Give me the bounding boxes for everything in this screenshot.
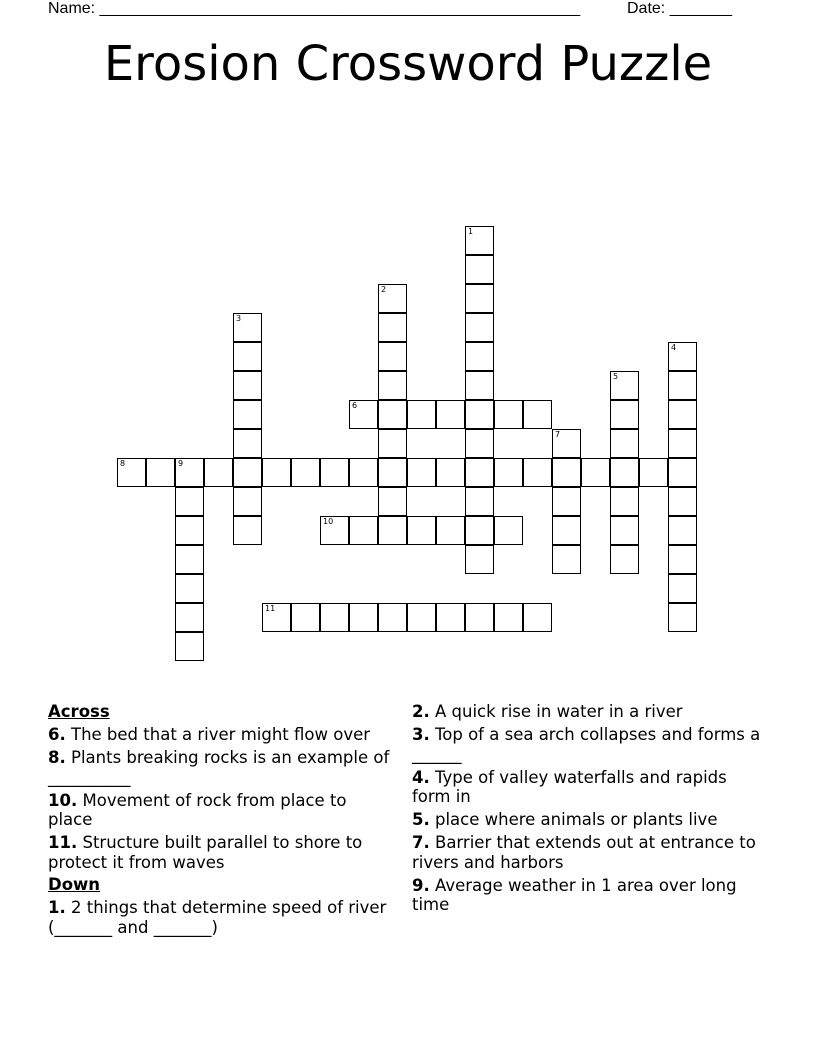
crossword-cell[interactable] (465, 371, 494, 400)
clue-down-5 (412, 810, 762, 830)
crossword-cell[interactable] (465, 313, 494, 342)
clue-number: 4. (412, 767, 430, 787)
crossword-cell[interactable] (407, 516, 436, 545)
crossword-cell[interactable] (233, 429, 262, 458)
crossword-cell[interactable] (668, 516, 697, 545)
clue-text: Top of a sea arch collapses and forms a ______ (412, 725, 761, 764)
crossword-cell[interactable] (465, 429, 494, 458)
clue-number: 1. (48, 898, 66, 917)
crossword-cell[interactable] (668, 371, 697, 400)
crossword-cell[interactable] (349, 516, 378, 545)
across-heading: Across (48, 702, 110, 721)
clue-down-4 (412, 768, 762, 807)
clue-text: 2 things that determine speed of river (_______ and _______) (48, 898, 387, 937)
crossword-cell[interactable] (494, 400, 523, 429)
crossword-cell[interactable] (204, 458, 233, 487)
clue-text: Structure built parallel to shore to protect it from waves (48, 833, 363, 872)
crossword-cell[interactable] (378, 458, 407, 487)
crossword-cell[interactable] (378, 400, 407, 429)
crossword-cell[interactable] (378, 284, 407, 313)
crossword-cell[interactable] (233, 400, 262, 429)
crossword-cell[interactable] (233, 458, 262, 487)
cell-number: 1 (468, 227, 474, 236)
crossword-cell[interactable] (465, 255, 494, 284)
crossword-cell[interactable] (378, 516, 407, 545)
crossword-cell[interactable] (552, 458, 581, 487)
crossword-cell[interactable] (668, 545, 697, 574)
cell-number: 7 (555, 430, 561, 439)
crossword-cell[interactable] (465, 603, 494, 632)
crossword-cell[interactable] (175, 458, 204, 487)
crossword-cell[interactable] (349, 458, 378, 487)
crossword-cell[interactable] (523, 400, 552, 429)
cell-number: 9 (178, 459, 184, 468)
crossword-cell[interactable] (668, 400, 697, 429)
clue-down-7 (412, 833, 762, 872)
cell-number: 4 (671, 343, 677, 352)
crossword-cell[interactable] (349, 603, 378, 632)
cell-number: 6 (352, 401, 358, 410)
crossword-cell[interactable] (610, 516, 639, 545)
crossword-cell[interactable] (378, 342, 407, 371)
crossword-cell[interactable] (436, 603, 465, 632)
clue-number: 8. (48, 748, 66, 767)
crossword-cell[interactable] (668, 458, 697, 487)
clue-text: A quick rise in water in a river (435, 702, 683, 721)
clue-across-6 (48, 725, 393, 745)
crossword-cell[interactable] (552, 487, 581, 516)
clue-number: 11. (48, 833, 78, 852)
crossword-cell[interactable] (494, 458, 523, 487)
crossword-cell[interactable] (407, 458, 436, 487)
crossword-cell[interactable] (436, 516, 465, 545)
crossword-cell[interactable] (117, 458, 146, 487)
cell-number: 2 (381, 285, 387, 294)
clue-text: Movement of rock from place to place (48, 790, 347, 829)
crossword-cell[interactable] (552, 516, 581, 545)
date-field-label: Date: _______ (627, 0, 732, 17)
crossword-cell[interactable] (175, 574, 204, 603)
crossword-cell[interactable] (320, 603, 349, 632)
crossword-cell[interactable] (378, 487, 407, 516)
crossword-cell[interactable] (175, 545, 204, 574)
clues-right-column (412, 702, 762, 915)
clue-text: Barrier that extends out at entrance to rivers and harbors (412, 833, 756, 872)
crossword-cell[interactable] (175, 516, 204, 545)
cell-number: 3 (236, 314, 242, 323)
crossword-cell[interactable] (175, 487, 204, 516)
crossword-cell[interactable] (233, 313, 262, 342)
crossword-cell[interactable] (233, 342, 262, 371)
crossword-cell[interactable] (494, 603, 523, 632)
crossword-cell[interactable] (465, 458, 494, 487)
crossword-cell[interactable] (552, 429, 581, 458)
crossword-cell[interactable] (465, 226, 494, 255)
crossword-cell[interactable] (465, 487, 494, 516)
crossword-cell[interactable] (639, 458, 668, 487)
clue-number: 2. (412, 702, 430, 721)
crossword-cell[interactable] (378, 371, 407, 400)
crossword-cell[interactable] (465, 400, 494, 429)
crossword-cell[interactable] (436, 458, 465, 487)
crossword-cell[interactable] (233, 487, 262, 516)
clue-across-10 (48, 791, 393, 830)
crossword-cell[interactable] (581, 458, 610, 487)
crossword-cell[interactable] (407, 603, 436, 632)
clue-text: place where animals or plants live (435, 810, 718, 829)
clue-across-8 (48, 748, 393, 787)
crossword-cell[interactable] (668, 342, 697, 371)
crossword-cell[interactable] (465, 342, 494, 371)
crossword-cell[interactable] (378, 603, 407, 632)
crossword-cell[interactable] (494, 516, 523, 545)
cell-number: 10 (323, 517, 334, 526)
clue-number: 10. (48, 790, 78, 810)
page-title: Erosion Crossword Puzzle (103, 36, 713, 92)
crossword-cell[interactable] (668, 574, 697, 603)
crossword-cell[interactable] (610, 429, 639, 458)
crossword-cell[interactable] (668, 603, 697, 632)
clue-text: Plants breaking rocks is an example of __________ (48, 748, 390, 787)
clue-number: 3. (412, 725, 430, 744)
crossword-cell[interactable] (233, 371, 262, 400)
crossword-cell[interactable] (465, 516, 494, 545)
crossword-cell[interactable] (262, 603, 291, 632)
crossword-cell[interactable] (552, 545, 581, 574)
crossword-cell[interactable] (378, 313, 407, 342)
clue-down-1 (48, 898, 393, 937)
cell-number: 8 (120, 459, 126, 468)
crossword-cell[interactable] (610, 545, 639, 574)
clue-across-11 (48, 833, 393, 872)
clue-number: 9. (412, 875, 430, 895)
crossword-cell[interactable] (407, 400, 436, 429)
crossword-cell[interactable] (146, 458, 175, 487)
clue-text: Average weather in 1 area over long time (412, 875, 737, 914)
clue-number: 5. (412, 810, 430, 829)
crossword-cell[interactable] (349, 400, 378, 429)
name-field-label: Name: ______________________________________________________ (48, 0, 581, 17)
crossword-cell[interactable] (262, 458, 291, 487)
crossword-cell[interactable] (436, 400, 465, 429)
clue-number: 7. (412, 833, 430, 852)
clue-text: The bed that a river might flow over (71, 725, 371, 744)
clues-left-column (48, 702, 393, 937)
crossword-cell[interactable] (233, 516, 262, 545)
clue-text: Type of valley waterfalls and rapids form in (412, 767, 727, 806)
crossword-cell[interactable] (175, 603, 204, 632)
crossword-cell[interactable] (378, 429, 407, 458)
crossword-cell[interactable] (175, 632, 204, 661)
down-heading: Down (48, 875, 101, 894)
cell-number: 11 (265, 604, 276, 613)
crossword-cell[interactable] (610, 458, 639, 487)
clue-down-2 (412, 702, 762, 722)
clue-down-9 (412, 876, 762, 915)
crossword-cell[interactable] (291, 603, 320, 632)
crossword-cell[interactable] (610, 400, 639, 429)
crossword-cell[interactable] (320, 516, 349, 545)
crossword-cell[interactable] (668, 487, 697, 516)
crossword-cell[interactable] (610, 487, 639, 516)
crossword-cell[interactable] (465, 545, 494, 574)
crossword-cell[interactable] (291, 458, 320, 487)
clue-down-3 (412, 725, 762, 764)
cell-number: 5 (613, 372, 619, 381)
crossword-cell[interactable] (668, 429, 697, 458)
crossword-cell[interactable] (523, 603, 552, 632)
crossword-cell[interactable] (610, 371, 639, 400)
crossword-cell[interactable] (523, 458, 552, 487)
crossword-cell[interactable] (320, 458, 349, 487)
clue-number: 6. (48, 725, 66, 744)
crossword-cell[interactable] (465, 284, 494, 313)
